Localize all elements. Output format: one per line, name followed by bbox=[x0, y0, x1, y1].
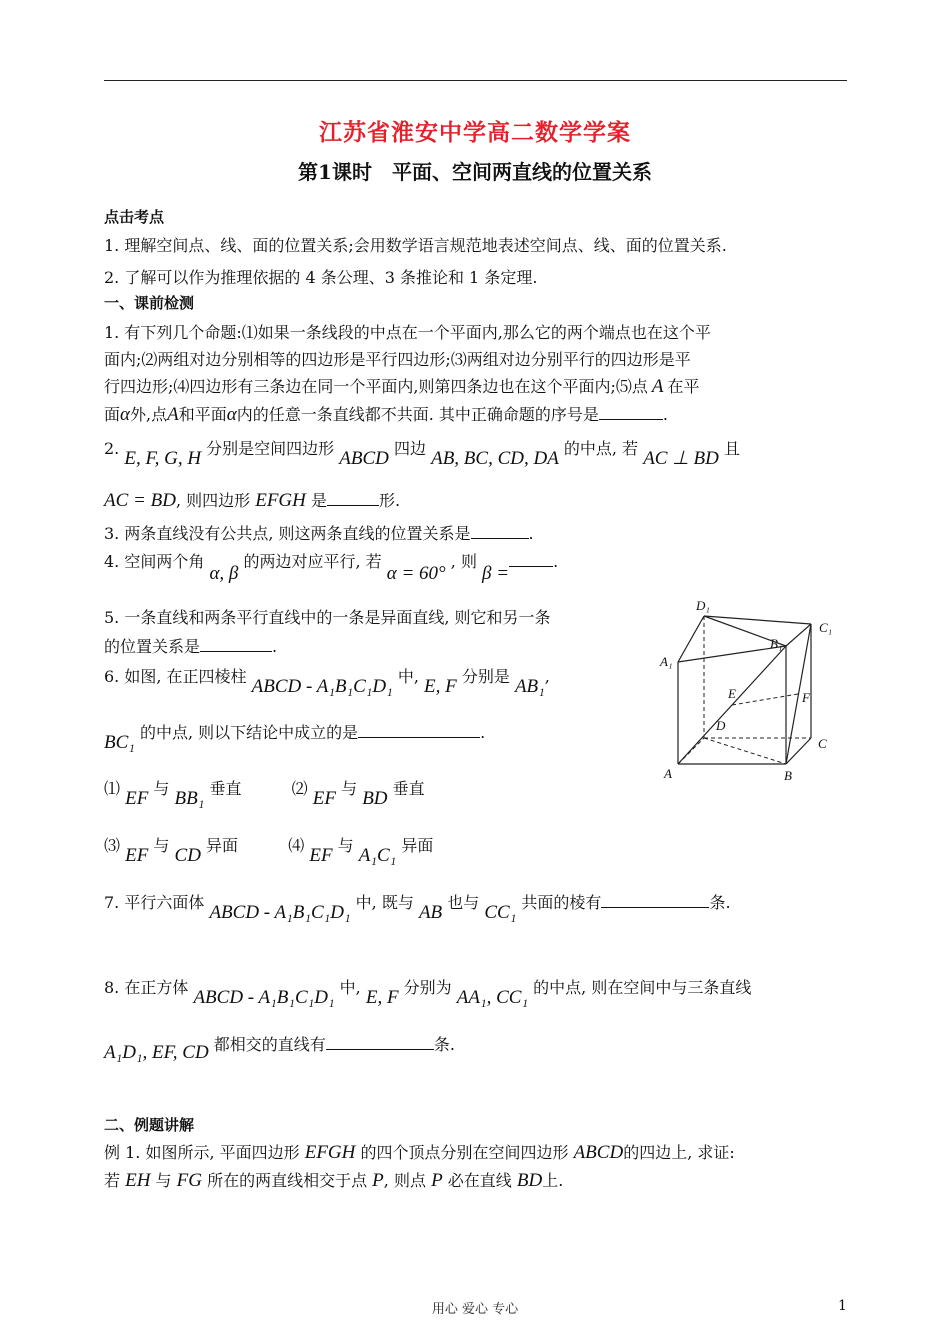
q1-line-3: 行四边形;⑷四边形有三条边在同一个平面内,则第四条边也在这个平面内;⑸点 A 在平 bbox=[104, 376, 700, 397]
q2-line-1: 2. E, F, G, H 分别是空间四边形 ABCD 四边 AB, BC, CD, DA 的中点, 若 AC ⊥ BD 且 bbox=[104, 439, 740, 469]
q8-line-1: 8. 在正方体 ABCD - A₁B₁C₁D₁ 中, E, F 分别为 AA₁, CC₁ 的中点, 则在空间中与三条直线 bbox=[104, 978, 752, 1008]
q5-answer-blank[interactable] bbox=[200, 650, 272, 652]
q1-line-2: 面内;⑵两组对边分别相等的四边形是平行四边形;⑶两组对边分别平行的四边形是平 bbox=[104, 350, 691, 369]
q4-answer-blank[interactable] bbox=[509, 565, 553, 567]
q2-line-2: AC = BD, 则四边形 EFGH 是 形. bbox=[104, 490, 401, 511]
q1-line-4: 面α外,点A和平面α内的任意一条直线都不共面. 其中正确命题的序号是 . bbox=[104, 404, 668, 425]
q4-line: 4. 空间两个角 α, β 的两边对应平行, 若 α = 60° , 则 β =. bbox=[104, 552, 559, 584]
point-2: 2. 了解可以作为推理依据的 4 条公理、3 条推论和 1 条定理. bbox=[104, 268, 538, 287]
point-1: 1. 理解空间点、线、面的位置关系;会用数学语言规范地表述空间点、线、面的位置关系. bbox=[104, 236, 727, 255]
fig-label-B: B bbox=[784, 768, 792, 783]
q7-line: 7. 平行六面体 ABCD - A₁B₁C₁D₁ 中, 既与 AB 也与 CC₁ 共面的棱有 条. bbox=[104, 893, 731, 923]
top-rule bbox=[104, 80, 847, 81]
page-number: 1 bbox=[838, 1298, 847, 1314]
section-heading-2: 二、例题讲解 bbox=[104, 1116, 195, 1134]
prism-figure bbox=[656, 596, 846, 788]
fig-label-A1: A₁ bbox=[660, 654, 673, 669]
page-title: 江苏省淮安中学高二数学学案 bbox=[319, 119, 631, 146]
q1-line-1: 1. 有下列几个命题:⑴如果一条线段的中点在一个平面内,那么它的两个端点也在这个平 bbox=[104, 323, 711, 342]
q6-answer-blank[interactable] bbox=[358, 736, 480, 738]
q2-answer-blank[interactable] bbox=[327, 504, 379, 506]
fig-label-D1: D₁ bbox=[696, 598, 710, 613]
q1-answer-blank[interactable] bbox=[599, 418, 663, 420]
section-heading-1: 一、课前检测 bbox=[104, 294, 195, 312]
example-1-line-2: 若 EH 与 FG 所在的两直线相交于点 P, 则点 P 必在直线 BD上. bbox=[104, 1170, 564, 1191]
q8-answer-blank[interactable] bbox=[326, 1048, 434, 1050]
fig-label-C: C bbox=[818, 736, 827, 751]
q6-options-row-1: ⑴ EF 与 BB₁ 垂直 ⑵ EF 与 BD 垂直 bbox=[104, 779, 425, 809]
section-heading-points: 点击考点 bbox=[104, 208, 165, 226]
fig-label-F: F bbox=[802, 690, 810, 705]
fig-label-D: D bbox=[716, 718, 726, 733]
fig-label-B1: B₁ bbox=[770, 636, 783, 651]
fig-label-E: E bbox=[728, 686, 736, 701]
q6-line-2: BC₁ 的中点, 则以下结论中成立的是 . bbox=[104, 723, 486, 753]
fig-label-A: A bbox=[664, 766, 672, 781]
lesson-subtitle: 第1课时 平面、空间两直线的位置关系 bbox=[298, 160, 652, 184]
q6-line-1: 6. 如图, 在正四棱柱 ABCD - A₁B₁C₁D₁ 中, E, F 分别是 AB₁, bbox=[104, 667, 550, 697]
q3-answer-blank[interactable] bbox=[471, 537, 529, 539]
fig-label-C1: C₁ bbox=[819, 620, 833, 635]
q5-line-2: 的位置关系是 . bbox=[104, 637, 278, 656]
q6-options-row-2: ⑶ EF 与 CD 异面 ⑷ EF 与 A₁C₁ 异面 bbox=[104, 836, 434, 866]
example-1-line-1: 例 1. 如图所示, 平面四边形 EFGH 的四个顶点分别在空间四边形 ABCD的四边上, 求证: bbox=[104, 1142, 735, 1163]
q8-line-2: A₁D₁, EF, CD 都相交的直线有 条. bbox=[104, 1035, 455, 1063]
q7-answer-blank[interactable] bbox=[601, 906, 709, 908]
footer-motto: 用心 爱心 专心 bbox=[431, 1302, 519, 1317]
q3-line: 3. 两条直线没有公共点, 则这两条直线的位置关系是 . bbox=[104, 524, 534, 543]
q5-line-1: 5. 一条直线和两条平行直线中的一条是异面直线, 则它和另一条 bbox=[104, 608, 551, 627]
